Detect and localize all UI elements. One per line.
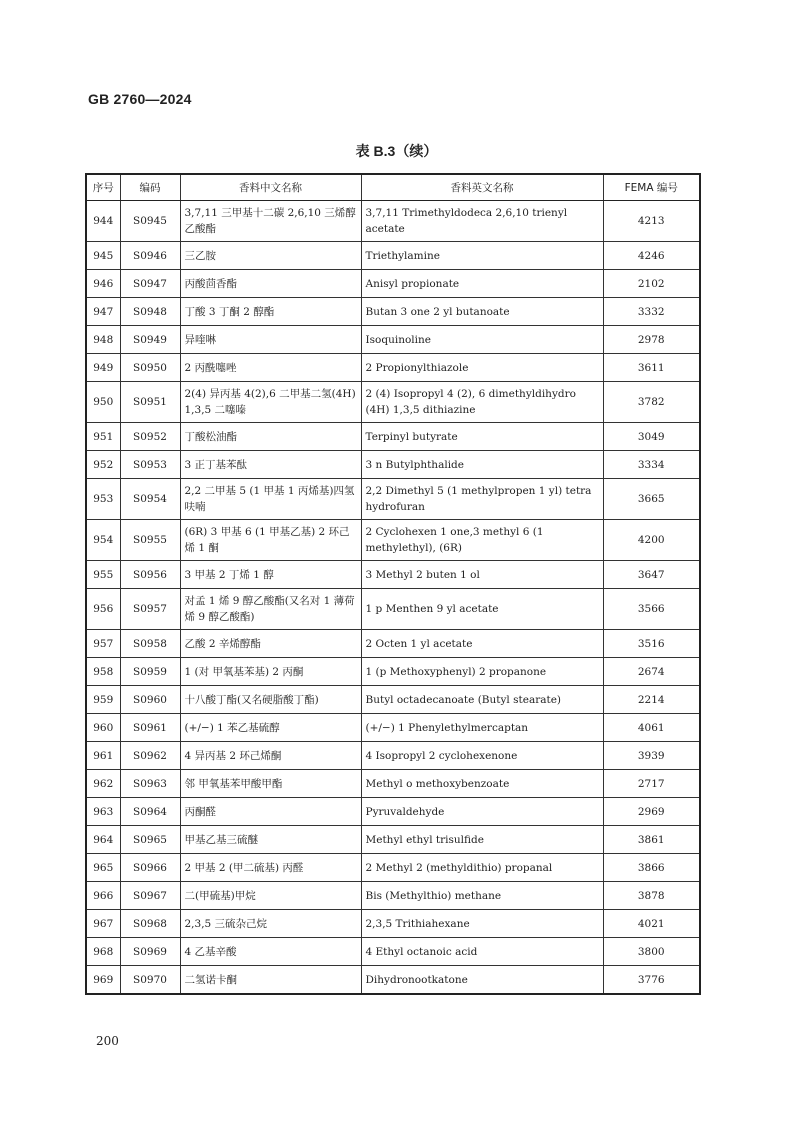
cell-english-name: 1 p Menthen 9 yl acetate xyxy=(361,589,603,630)
table-row xyxy=(86,298,700,326)
cell-chinese-name: 甲基乙基三硫醚 xyxy=(180,826,361,854)
table-row xyxy=(86,910,700,938)
cell-fema-number: 3332 xyxy=(603,298,700,326)
cell-english-name: (+/−) 1 Phenylethylmercaptan xyxy=(361,714,603,742)
cell-chinese-name: 4 乙基辛酸 xyxy=(180,938,361,966)
cell-english-name: 2,2 Dimethyl 5 (1 methylpropen 1 yl) tetra hydrofuran xyxy=(361,479,603,520)
cell-english-name: 2,3,5 Trithiahexane xyxy=(361,910,603,938)
table-row xyxy=(86,770,700,798)
cell-fema-number: 3782 xyxy=(603,382,700,423)
cell-serial-no: 948 xyxy=(86,326,120,354)
cell-code: S0955 xyxy=(120,520,180,561)
cell-chinese-name: 乙酸 2 辛烯醇酯 xyxy=(180,630,361,658)
cell-serial-no: 967 xyxy=(86,910,120,938)
cell-english-name: Terpinyl butyrate xyxy=(361,423,603,451)
cell-fema-number: 3800 xyxy=(603,938,700,966)
header-code: 编码 xyxy=(120,174,180,201)
cell-serial-no: 959 xyxy=(86,686,120,714)
cell-code: S0948 xyxy=(120,298,180,326)
cell-chinese-name: 异喹啉 xyxy=(180,326,361,354)
header-serial-no: 序号 xyxy=(86,174,120,201)
table-row xyxy=(86,854,700,882)
table-row xyxy=(86,423,700,451)
cell-chinese-name: 2 甲基 2 (甲二硫基) 丙醛 xyxy=(180,854,361,882)
cell-serial-no: 953 xyxy=(86,479,120,520)
cell-code: S0970 xyxy=(120,966,180,995)
cell-fema-number: 4200 xyxy=(603,520,700,561)
cell-fema-number: 3939 xyxy=(603,742,700,770)
cell-serial-no: 945 xyxy=(86,242,120,270)
cell-chinese-name: (6R) 3 甲基 6 (1 甲基乙基) 2 环己烯 1 酮 xyxy=(180,520,361,561)
cell-english-name: 4 Ethyl octanoic acid xyxy=(361,938,603,966)
cell-english-name: 4 Isopropyl 2 cyclohexenone xyxy=(361,742,603,770)
cell-fema-number: 4021 xyxy=(603,910,700,938)
cell-english-name: 2 Octen 1 yl acetate xyxy=(361,630,603,658)
cell-chinese-name: 邻 甲氧基苯甲酸甲酯 xyxy=(180,770,361,798)
header-english-name: 香料英文名称 xyxy=(361,174,603,201)
cell-code: S0960 xyxy=(120,686,180,714)
cell-chinese-name: 三乙胺 xyxy=(180,242,361,270)
cell-chinese-name: 4 异丙基 2 环己烯酮 xyxy=(180,742,361,770)
cell-chinese-name: 二氢诺卡酮 xyxy=(180,966,361,995)
cell-code: S0967 xyxy=(120,882,180,910)
cell-fema-number: 2978 xyxy=(603,326,700,354)
table-row xyxy=(86,882,700,910)
cell-fema-number: 2214 xyxy=(603,686,700,714)
cell-fema-number: 2969 xyxy=(603,798,700,826)
cell-serial-no: 969 xyxy=(86,966,120,995)
table-row xyxy=(86,561,700,589)
cell-fema-number: 2717 xyxy=(603,770,700,798)
cell-code: S0961 xyxy=(120,714,180,742)
cell-fema-number: 3866 xyxy=(603,854,700,882)
cell-english-name: 2 Methyl 2 (methyldithio) propanal xyxy=(361,854,603,882)
cell-code: S0947 xyxy=(120,270,180,298)
cell-serial-no: 952 xyxy=(86,451,120,479)
cell-fema-number: 3878 xyxy=(603,882,700,910)
cell-code: S0956 xyxy=(120,561,180,589)
cell-fema-number: 3776 xyxy=(603,966,700,995)
cell-serial-no: 965 xyxy=(86,854,120,882)
page-number: 200 xyxy=(96,1034,119,1048)
cell-code: S0954 xyxy=(120,479,180,520)
cell-serial-no: 962 xyxy=(86,770,120,798)
cell-chinese-name: 丁酸 3 丁酮 2 醇酯 xyxy=(180,298,361,326)
cell-serial-no: 954 xyxy=(86,520,120,561)
cell-fema-number: 2102 xyxy=(603,270,700,298)
cell-english-name: Bis (Methylthio) methane xyxy=(361,882,603,910)
table-row xyxy=(86,270,700,298)
table-row xyxy=(86,658,700,686)
cell-english-name: 3,7,11 Trimethyldodeca 2,6,10 trienyl acetate xyxy=(361,201,603,242)
table-row xyxy=(86,520,700,561)
cell-fema-number: 3665 xyxy=(603,479,700,520)
table-row xyxy=(86,242,700,270)
table-row xyxy=(86,938,700,966)
cell-fema-number: 3611 xyxy=(603,354,700,382)
cell-fema-number: 2674 xyxy=(603,658,700,686)
cell-code: S0957 xyxy=(120,589,180,630)
cell-code: S0965 xyxy=(120,826,180,854)
cell-chinese-name: 2(4) 异丙基 4(2),6 二甲基二氢(4H) 1,3,5 二噻嗪 xyxy=(180,382,361,423)
cell-code: S0951 xyxy=(120,382,180,423)
cell-fema-number: 3647 xyxy=(603,561,700,589)
table-row xyxy=(86,451,700,479)
cell-code: S0963 xyxy=(120,770,180,798)
table-header-row xyxy=(86,174,700,201)
cell-code: S0953 xyxy=(120,451,180,479)
cell-english-name: Dihydronootkatone xyxy=(361,966,603,995)
table-row xyxy=(86,742,700,770)
cell-chinese-name: 丙酸茴香酯 xyxy=(180,270,361,298)
cell-serial-no: 946 xyxy=(86,270,120,298)
cell-chinese-name: 对孟 1 烯 9 醇乙酸酯(又名对 1 薄荷烯 9 醇乙酸酯) xyxy=(180,589,361,630)
cell-english-name: 3 n Butylphthalide xyxy=(361,451,603,479)
cell-chinese-name: 十八酸丁酯(又名硬脂酸丁酯) xyxy=(180,686,361,714)
cell-serial-no: 958 xyxy=(86,658,120,686)
cell-code: S0959 xyxy=(120,658,180,686)
cell-english-name: 2 Cyclohexen 1 one,3 methyl 6 (1 methylethyl), (6R) xyxy=(361,520,603,561)
table-row xyxy=(86,354,700,382)
cell-serial-no: 950 xyxy=(86,382,120,423)
cell-fema-number: 3334 xyxy=(603,451,700,479)
cell-fema-number: 4246 xyxy=(603,242,700,270)
cell-english-name: 1 (p Methoxyphenyl) 2 propanone xyxy=(361,658,603,686)
table-row xyxy=(86,630,700,658)
cell-chinese-name: (+/−) 1 苯乙基硫醇 xyxy=(180,714,361,742)
cell-fema-number: 4213 xyxy=(603,201,700,242)
cell-fema-number: 4061 xyxy=(603,714,700,742)
cell-serial-no: 966 xyxy=(86,882,120,910)
table-row xyxy=(86,479,700,520)
table-row xyxy=(86,686,700,714)
cell-chinese-name: 1 (对 甲氧基苯基) 2 丙酮 xyxy=(180,658,361,686)
table-row xyxy=(86,714,700,742)
table-row xyxy=(86,326,700,354)
cell-serial-no: 960 xyxy=(86,714,120,742)
table-row xyxy=(86,826,700,854)
cell-english-name: Methyl ethyl trisulfide xyxy=(361,826,603,854)
cell-serial-no: 961 xyxy=(86,742,120,770)
cell-code: S0946 xyxy=(120,242,180,270)
cell-chinese-name: 丙酮醛 xyxy=(180,798,361,826)
header-fema-number: FEMA 编号 xyxy=(603,174,700,201)
cell-english-name: 3 Methyl 2 buten 1 ol xyxy=(361,561,603,589)
cell-chinese-name: 丁酸松油酯 xyxy=(180,423,361,451)
cell-serial-no: 949 xyxy=(86,354,120,382)
cell-serial-no: 968 xyxy=(86,938,120,966)
cell-serial-no: 956 xyxy=(86,589,120,630)
cell-code: S0966 xyxy=(120,854,180,882)
cell-code: S0968 xyxy=(120,910,180,938)
cell-serial-no: 955 xyxy=(86,561,120,589)
cell-serial-no: 957 xyxy=(86,630,120,658)
cell-code: S0962 xyxy=(120,742,180,770)
cell-code: S0958 xyxy=(120,630,180,658)
cell-serial-no: 944 xyxy=(86,201,120,242)
cell-serial-no: 963 xyxy=(86,798,120,826)
cell-chinese-name: 3 正丁基苯酞 xyxy=(180,451,361,479)
table-row xyxy=(86,382,700,423)
table-title: 表 B.3（续） xyxy=(355,143,438,159)
standard-code: GB 2760—2024 xyxy=(88,91,192,107)
table-body xyxy=(86,201,700,995)
cell-code: S0964 xyxy=(120,798,180,826)
cell-english-name: Triethylamine xyxy=(361,242,603,270)
cell-english-name: Anisyl propionate xyxy=(361,270,603,298)
cell-chinese-name: 二(甲硫基)甲烷 xyxy=(180,882,361,910)
cell-english-name: Butan 3 one 2 yl butanoate xyxy=(361,298,603,326)
cell-fema-number: 3566 xyxy=(603,589,700,630)
cell-chinese-name: 2,3,5 三硫杂己烷 xyxy=(180,910,361,938)
cell-chinese-name: 3 甲基 2 丁烯 1 醇 xyxy=(180,561,361,589)
cell-code: S0950 xyxy=(120,354,180,382)
cell-fema-number: 3861 xyxy=(603,826,700,854)
cell-code: S0952 xyxy=(120,423,180,451)
cell-code: S0969 xyxy=(120,938,180,966)
cell-english-name: Pyruvaldehyde xyxy=(361,798,603,826)
table-row xyxy=(86,589,700,630)
cell-chinese-name: 3,7,11 三甲基十二碳 2,6,10 三烯醇乙酸酯 xyxy=(180,201,361,242)
cell-serial-no: 964 xyxy=(86,826,120,854)
table-row xyxy=(86,201,700,242)
cell-code: S0949 xyxy=(120,326,180,354)
cell-serial-no: 951 xyxy=(86,423,120,451)
cell-english-name: Methyl o methoxybenzoate xyxy=(361,770,603,798)
cell-code: S0945 xyxy=(120,201,180,242)
cell-english-name: Butyl octadecanoate (Butyl stearate) xyxy=(361,686,603,714)
cell-serial-no: 947 xyxy=(86,298,120,326)
cell-english-name: 2 (4) Isopropyl 4 (2), 6 dimethyldihydro (4H) 1,3,5 dithiazine xyxy=(361,382,603,423)
table-row xyxy=(86,798,700,826)
flavor-table xyxy=(85,173,701,995)
cell-english-name: Isoquinoline xyxy=(361,326,603,354)
cell-chinese-name: 2,2 二甲基 5 (1 甲基 1 丙烯基)四氢呋喃 xyxy=(180,479,361,520)
header-chinese-name: 香料中文名称 xyxy=(180,174,361,201)
cell-english-name: 2 Propionylthiazole xyxy=(361,354,603,382)
cell-fema-number: 3516 xyxy=(603,630,700,658)
table-row xyxy=(86,966,700,995)
cell-fema-number: 3049 xyxy=(603,423,700,451)
cell-chinese-name: 2 丙酰噻唑 xyxy=(180,354,361,382)
